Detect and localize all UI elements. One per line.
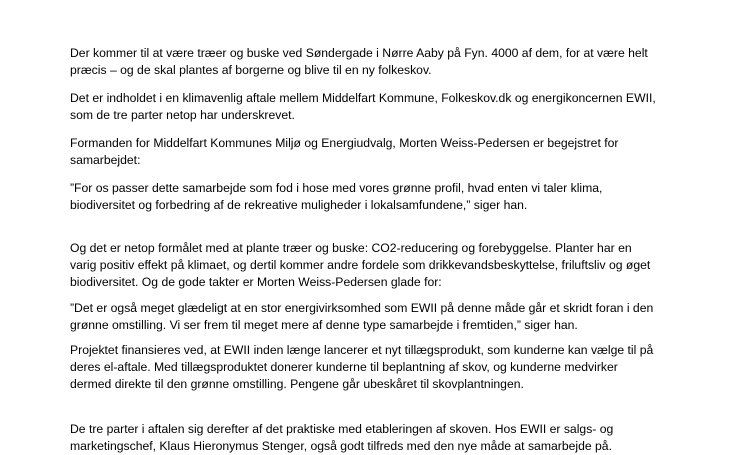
text-line: De tre parter i aftalen sig derefter af det praktiske med etableringen af skoven. Hos EWII er salgs- og [70, 422, 614, 436]
text-line: biodiversitet og forbedring af de rekreative muligheder i lokalsamfundene,” siger han. [70, 198, 528, 212]
text-line: biodiversitet. Og de gode takter er Morten Weiss-Pedersen glade for: [70, 275, 442, 289]
paragraph-quote-2 [70, 300, 710, 334]
text-line: marketingschef, Klaus Hieronymus Stenger, også godt tilfreds med den nye måde at samarbejde på. [70, 439, 612, 453]
paragraph-chairman [70, 135, 710, 169]
text-line: dermed direkte til den grønne omstilling. Pengene går ubeskåret til skovplantningen. [70, 377, 524, 391]
text-line: Der kommer til at være træer og buske ved Søndergade i Nørre Aaby på Fyn. 4000 af dem, for at være helt [70, 46, 648, 60]
text-line: varig positiv effekt på klimaet, og dertil kommer andre fordele som drikkevandsbeskyttelse, friluftsliv og øget [70, 258, 651, 272]
paragraph-financing [70, 342, 710, 393]
paragraph-purpose [70, 240, 710, 291]
paragraph-quote-1 [70, 180, 710, 214]
text-line: Det er indholdet i en klimavenlig aftale mellem Middelfart Kommune, Folkeskov.dk og energikoncernen EWII, [70, 91, 656, 105]
text-line: som de tre parter netop har underskrevet. [70, 108, 295, 122]
paragraph-agreement [70, 90, 710, 124]
text-line: samarbejdet: [70, 153, 141, 167]
text-line: præcis – og de skal plantes af borgerne og blive til en ny folkeskov. [70, 63, 432, 77]
text-line: Og det er netop formålet med at plante træer og buske: CO2-reducering og forebyggelse. Planter har en [70, 241, 632, 255]
paragraph-parties [70, 421, 710, 455]
text-line: ”Det er også meget glædeligt at en stor energivirksomhed som EWII på denne måde går et skridt foran i den [70, 301, 654, 315]
text-line: ”For os passer dette samarbejde som fod i hose med vores grønne profil, hvad enten vi taler klima, [70, 181, 603, 195]
text-line: Projektet finansieres ved, at EWII inden længe lancerer et nyt tillægsprodukt, som kunderne kan vælge til på [70, 343, 654, 357]
text-line: deres el-aftale. Med tillægsproduktet donerer kunderne til beplantning af skov, og kunderne medvirker [70, 360, 618, 374]
text-line: Formanden for Middelfart Kommunes Miljø og Energiudvalg, Morten Weiss-Pedersen er begejstret for [70, 136, 619, 150]
paragraph-intro [70, 45, 710, 79]
text-line: grønne omstilling. Vi ser frem til meget mere af denne type samarbejde i fremtiden,” siger han. [70, 318, 578, 332]
